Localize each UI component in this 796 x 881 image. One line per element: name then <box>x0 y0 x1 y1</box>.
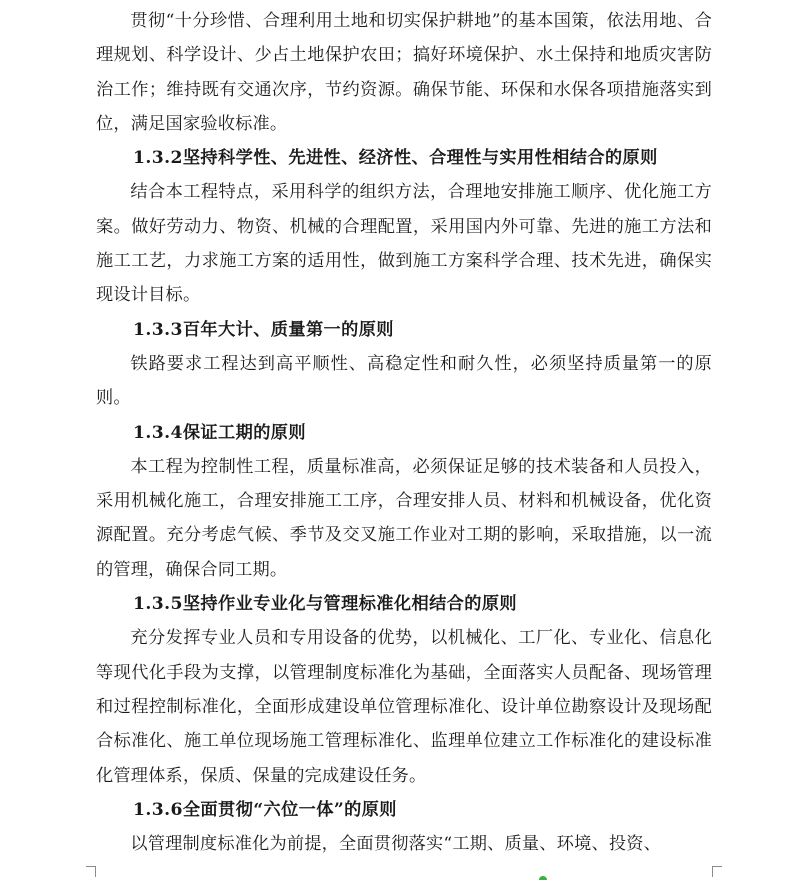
heading-1-3-5: 1.3.5坚持作业专业化与管理标准化相结合的原则 <box>133 594 518 615</box>
paragraph-land-policy: 贯彻“十分珍惜、合理利用土地和切实保护耕地”的基本国策，依法用地、合理规划、科学设计、少占土地保护农田；搞好环境保护、水土保持和地质灾害防治工作；维持既有交通次序，节约资源。确保节能、环保和水保各项措施落实到位，满足国家验收标准。 <box>96 11 712 134</box>
document-body <box>96 4 712 861</box>
cursor-marker-icon <box>539 876 547 880</box>
paragraph-scientific-method: 结合本工程特点，采用科学的组织方法，合理地安排施工顺序、优化施工方案。做好劳动力、物资、机械的合理配置，采用国内外可靠、先进的施工方法和施工工艺，力求施工方案的适用性，做到施工方案科学合理、技术先进，确保实现设计目标。 <box>96 182 712 306</box>
paragraph-schedule: 本工程为控制性工程，质量标准高，必须保证足够的技术装备和人员投入，采用机械化施工，合理安排施工工序，合理安排人员、材料和机械设备，优化资源配置。充分考虑气候、季节及交叉施工作业对工期的影响，采取措施，以一流的管理，确保合同工期。 <box>96 456 712 580</box>
heading-1-3-4: 1.3.4保证工期的原则 <box>133 422 306 443</box>
paragraph-quality-first: 铁路要求工程达到高平顺性、高稳定性和耐久性，必须坚持质量第一的原则。 <box>96 353 712 409</box>
paragraph-standardization: 充分发挥专业人员和专用设备的优势，以机械化、工厂化、专业化、信息化等现代化手段为支撑，以管理制度标准化为基础，全面落实人员配备、现场管理和过程控制标准化，全面形成建设单位管理标准化、设计单位勘察设计及现场配合标准化、施工单位现场施工管理标准化、监理单位建立工作标准化的建设标准化管理体系，保质、保量的完成建设任务。 <box>96 628 712 786</box>
heading-1-3-3: 1.3.3百年大计、质量第一的原则 <box>133 319 394 340</box>
paragraph-six-in-one: 以管理制度标准化为前提，全面贯彻落实“工期、质量、环境、投资、 <box>130 834 662 855</box>
heading-1-3-2: 1.3.2坚持科学性、先进性、经济性、合理性与实用性相结合的原则 <box>133 148 658 169</box>
page-margin-corner-left <box>86 866 96 877</box>
heading-1-3-6: 1.3.6全面贯彻“六位一体”的原则 <box>133 799 397 820</box>
page-margin-corner-right <box>712 866 722 877</box>
